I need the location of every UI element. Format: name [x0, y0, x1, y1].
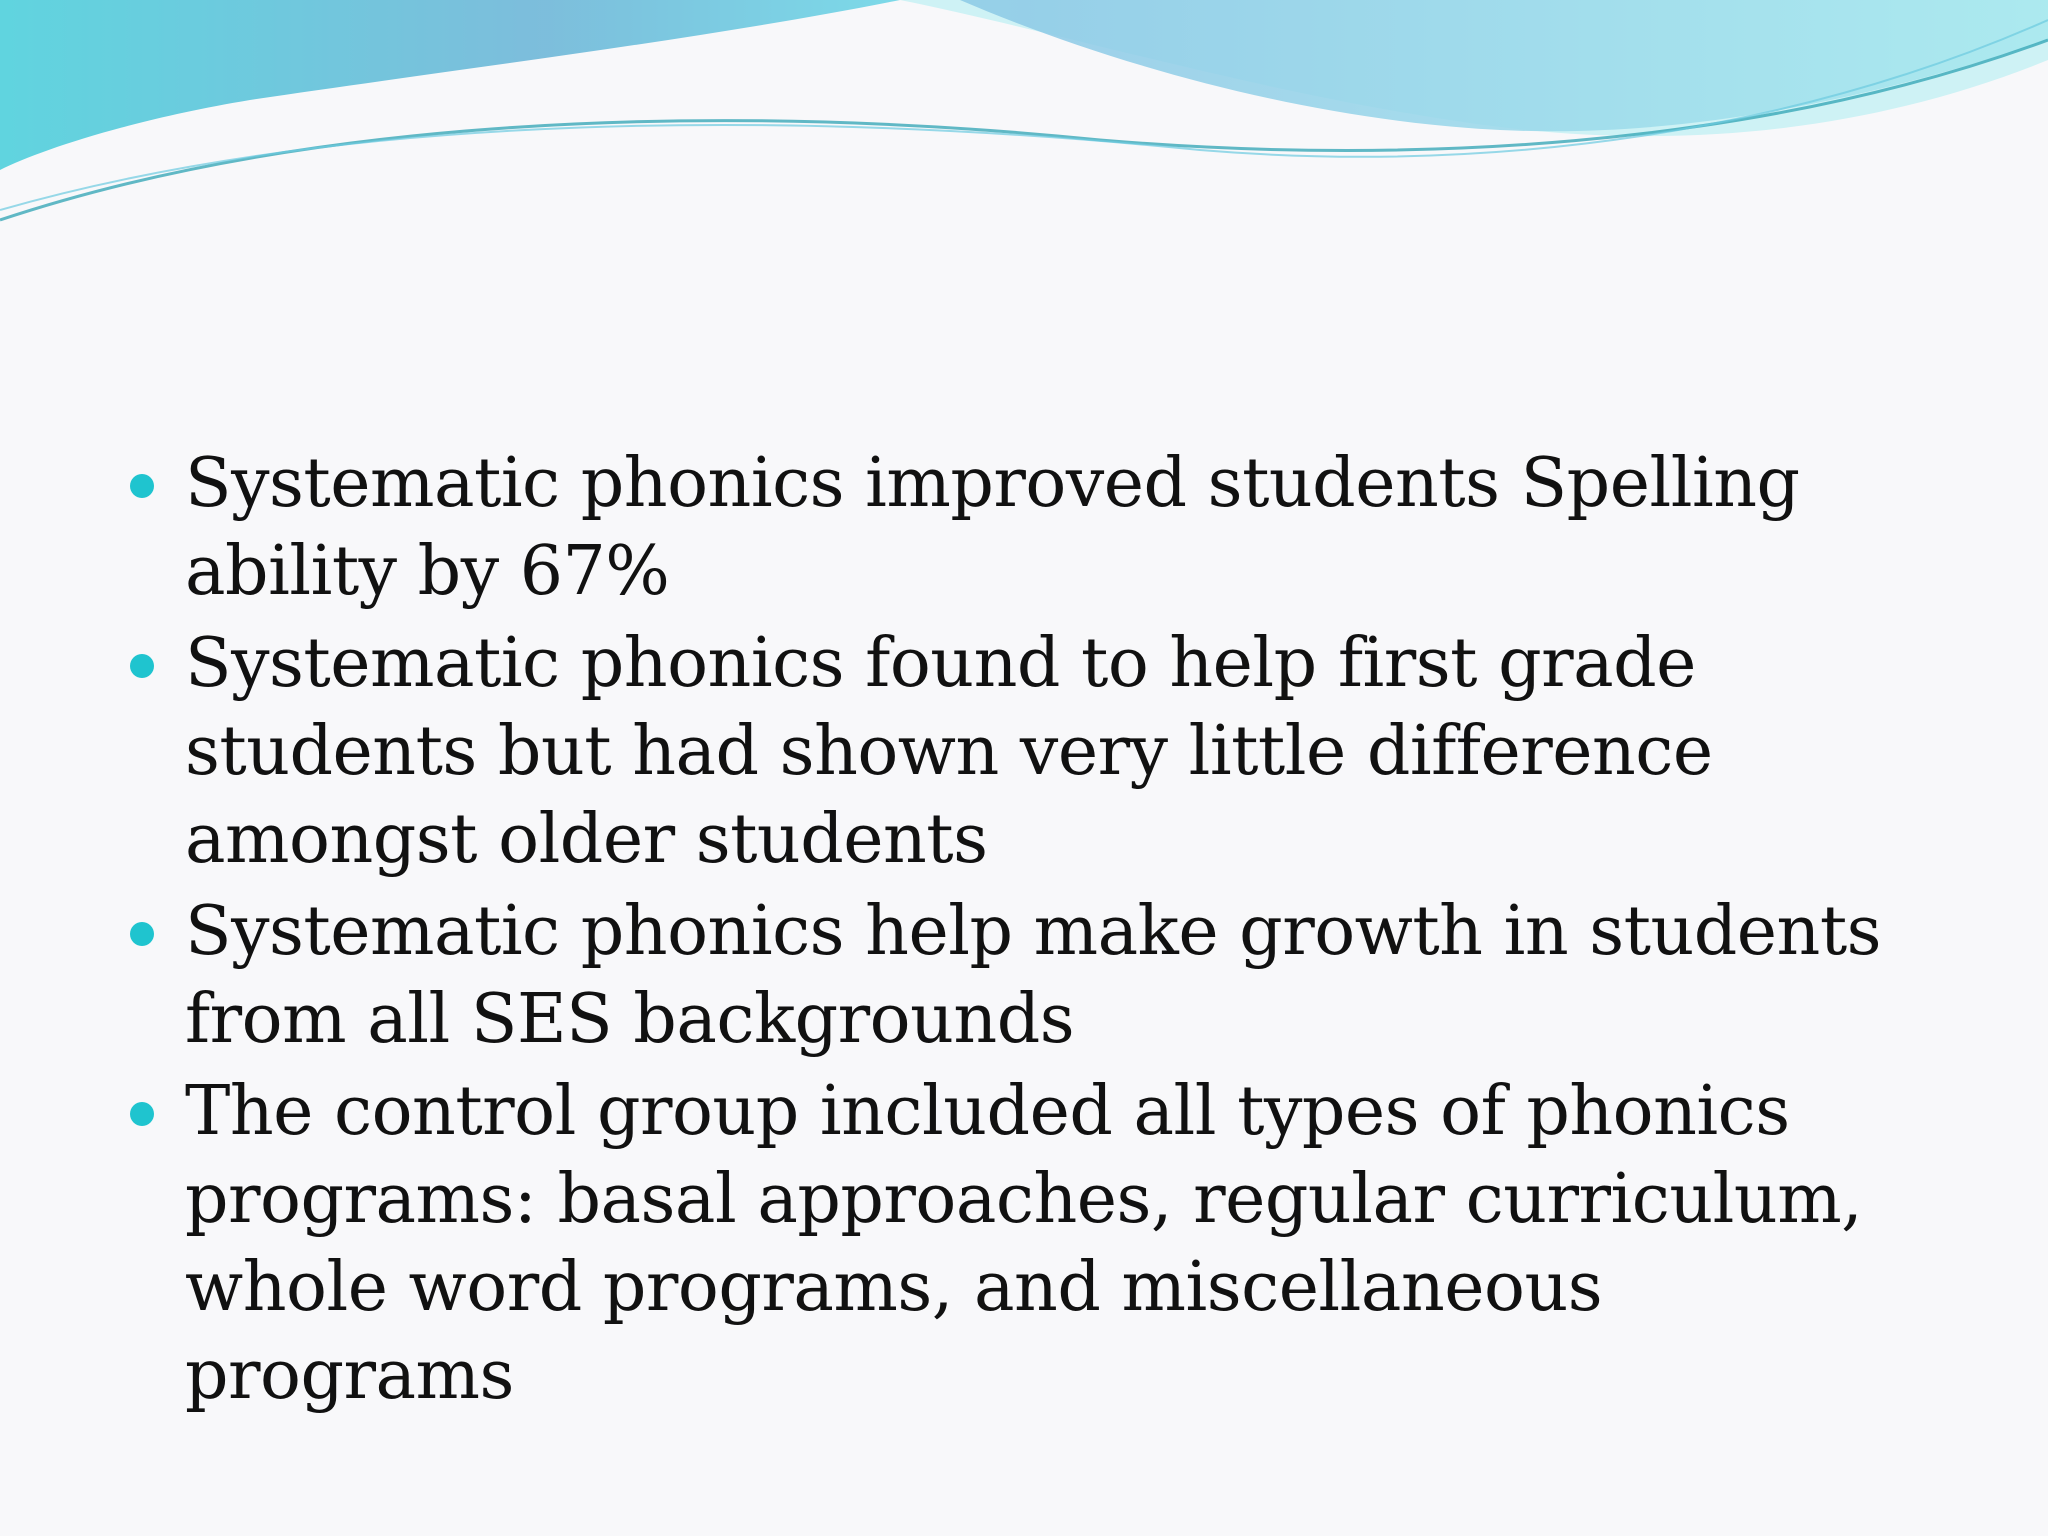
header-wave-decoration [0, 0, 2048, 240]
bullet-icon [130, 474, 154, 498]
bullet-item [130, 1068, 1950, 1420]
slide-body [130, 440, 1950, 1424]
bullet-icon [130, 922, 154, 946]
bullet-icon [130, 654, 154, 678]
bullet-text: Systematic phonics found to help first grade students but had shown very little difference amongst older students [185, 624, 1713, 879]
bullet-item [130, 440, 1950, 616]
bullet-text: Systematic phonics improved students Spelling ability by 67% [185, 444, 1800, 611]
bullet-list [130, 440, 1950, 1420]
bullet-text: The control group included all types of phonics programs: basal approaches, regular curriculum, whole word programs, and miscellaneous programs [185, 1072, 1863, 1415]
bullet-icon [130, 1102, 154, 1126]
bullet-text: Systematic phonics help make growth in students from all SES backgrounds [185, 892, 1882, 1059]
bullet-item [130, 888, 1950, 1064]
bullet-item [130, 620, 1950, 884]
